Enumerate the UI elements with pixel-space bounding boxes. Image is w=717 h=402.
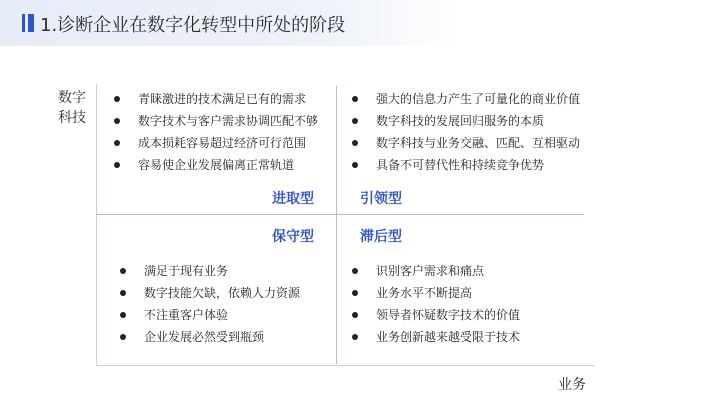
quadrant-divider-horizontal bbox=[96, 214, 584, 215]
list-item: 数字技能欠缺，依赖人力资源 bbox=[118, 282, 300, 304]
y-axis-label bbox=[58, 88, 92, 128]
page-title: 1.诊断企业在数字化转型中所处的阶段 bbox=[40, 15, 346, 36]
list-item: 数字科技的发展回归服务的本质 bbox=[350, 110, 580, 132]
quadrant-bottom-right-list bbox=[350, 260, 520, 348]
quadrant-top-right-list bbox=[350, 88, 580, 176]
list-item: 数字科技与业务交融、匹配、互相驱动 bbox=[350, 132, 580, 154]
quadrant-label-lagging: 滞后型 bbox=[360, 229, 402, 245]
list-item: 企业发展必然受到瓶颈 bbox=[118, 326, 300, 348]
list-item: 识别客户需求和痛点 bbox=[350, 260, 520, 282]
list-item: 青睐激进的技术满足已有的需求 bbox=[112, 88, 318, 110]
y-axis-line bbox=[96, 84, 97, 366]
x-axis-label: 业务 bbox=[558, 377, 586, 393]
y-axis-label-text: 数字 科技 bbox=[58, 90, 86, 126]
list-item: 满足于现有业务 bbox=[118, 260, 300, 282]
list-item: 领导者怀疑数字技术的价值 bbox=[350, 304, 520, 326]
list-item: 业务创新越来越受限于技术 bbox=[350, 326, 520, 348]
list-item: 容易使企业发展偏离正常轨道 bbox=[112, 154, 318, 176]
title-banner bbox=[0, 0, 460, 46]
list-item: 业务水平不断提高 bbox=[350, 282, 520, 304]
list-item: 成本损耗容易超过经济可行范围 bbox=[112, 132, 318, 154]
list-item: 强大的信息力产生了可量化的商业价值 bbox=[350, 88, 580, 110]
list-item: 数字技术与客户需求协调匹配不够 bbox=[112, 110, 318, 132]
quadrant-label-conservative: 保守型 bbox=[272, 229, 314, 245]
quadrant-divider-vertical bbox=[336, 86, 337, 364]
list-item: 不注重客户体验 bbox=[118, 304, 300, 326]
x-axis-line bbox=[96, 365, 594, 366]
list-item: 具备不可替代性和持续竞争优势 bbox=[350, 154, 580, 176]
quadrant-bottom-left-list bbox=[118, 260, 300, 348]
quadrant-label-aggressive: 进取型 bbox=[272, 191, 314, 207]
quadrant-top-left-list bbox=[112, 88, 318, 176]
quadrant-label-leading: 引领型 bbox=[360, 191, 402, 207]
